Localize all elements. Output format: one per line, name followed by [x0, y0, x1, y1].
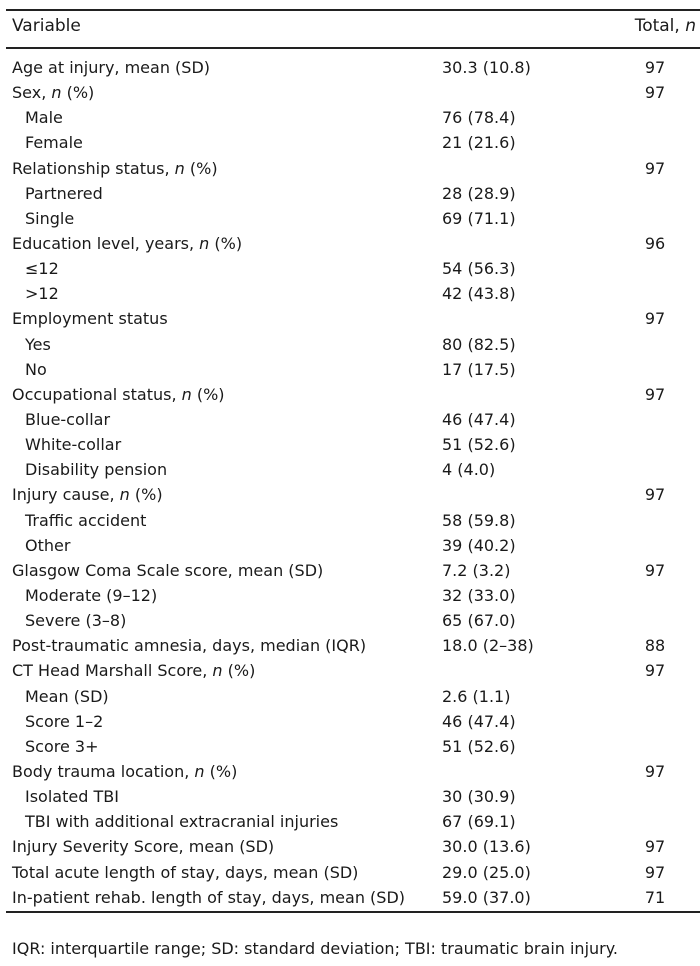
row-label: Other: [25, 535, 71, 555]
row-value: 67 (69.1): [442, 812, 516, 832]
table-row: [0, 281, 700, 306]
table-footnote: IQR: interquartile range; SD: standard deviation; TBI: traumatic brain injury.: [12, 939, 619, 958]
row-value: 29.0 (25.0): [442, 862, 531, 882]
row-label: Mean (SD): [25, 686, 109, 706]
row-label: Total acute length of stay, days, mean (SD): [12, 862, 359, 882]
row-label: Blue-collar: [25, 409, 111, 429]
row-total: 97: [644, 158, 666, 178]
row-total: 71: [644, 887, 666, 907]
row-label: Glasgow Coma Scale score, mean (SD): [12, 560, 324, 580]
table-row: [0, 432, 700, 457]
row-value: 18.0 (2–38): [442, 636, 534, 656]
row-label: Age at injury, mean (SD): [12, 58, 211, 77]
row-label: In-patient rehab. length of stay, days, mean (SD): [12, 887, 406, 907]
row-label: >12: [25, 284, 59, 304]
table-header: [0, 12, 700, 46]
row-total: 97: [644, 485, 666, 505]
table-row: [0, 734, 700, 759]
table-row: [0, 105, 700, 130]
row-total: 97: [644, 58, 666, 77]
table-row: [0, 382, 700, 407]
table-row: [0, 407, 700, 432]
table-row: [0, 206, 700, 231]
table-row: [0, 80, 700, 105]
top-rule: [6, 9, 700, 11]
row-value: 51 (52.6): [442, 736, 516, 756]
row-value: 39 (40.2): [442, 535, 516, 555]
row-total: 97: [644, 83, 666, 103]
row-value: 76 (78.4): [442, 108, 516, 128]
row-label: Isolated TBI: [25, 787, 119, 807]
row-value: 69 (71.1): [442, 208, 516, 228]
row-value: 28 (28.9): [442, 183, 516, 203]
table-row: [0, 457, 700, 482]
row-label: CT Head Marshall Score, n (%): [12, 661, 256, 681]
table-row: [0, 181, 700, 206]
table-row: [0, 256, 700, 281]
row-value: 30.0 (13.6): [442, 837, 531, 857]
row-total: 88: [644, 636, 666, 656]
row-label: Score 1–2: [25, 711, 104, 731]
table-row: [0, 558, 700, 583]
row-label: No: [25, 359, 47, 379]
table-row: [0, 784, 700, 809]
header-variable: Variable: [12, 16, 81, 36]
row-value: 51 (52.6): [442, 435, 516, 455]
row-label: Score 3+: [25, 736, 99, 756]
row-value: 58 (59.8): [442, 510, 516, 530]
row-label: Injury cause, n (%): [12, 485, 163, 505]
table-row: [0, 332, 700, 357]
row-label: Traffic accident: [25, 510, 147, 530]
table-row: [0, 55, 700, 80]
table-row: [0, 156, 700, 181]
row-value: 54 (56.3): [442, 259, 516, 279]
table-row: [0, 658, 700, 683]
row-label: ≤12: [25, 259, 59, 279]
row-value: 42 (43.8): [442, 284, 516, 304]
table-row: [0, 709, 700, 734]
table-row: [0, 759, 700, 784]
row-label: Yes: [25, 334, 51, 354]
row-label: Occupational status, n (%): [12, 384, 225, 404]
row-label: Male: [25, 108, 63, 128]
header-rule: [6, 47, 700, 49]
row-total: 97: [644, 661, 666, 681]
table-row: [0, 608, 700, 633]
row-label: Severe (3–8): [25, 611, 127, 631]
table-row: [0, 684, 700, 709]
row-label: TBI with additional extracranial injuries: [25, 812, 339, 832]
row-label: Post-traumatic amnesia, days, median (IQR): [12, 636, 367, 656]
row-label: Employment status: [12, 309, 168, 329]
row-label: Disability pension: [25, 460, 168, 480]
row-total: 97: [644, 761, 666, 781]
row-label: Female: [25, 133, 83, 153]
row-total: 97: [644, 384, 666, 404]
table-row: [0, 834, 700, 859]
table-row: [0, 357, 700, 382]
table-row: [0, 633, 700, 658]
row-value: 46 (47.4): [442, 409, 516, 429]
table-row: [0, 885, 700, 910]
row-value: 32 (33.0): [442, 585, 516, 605]
row-total: 97: [644, 309, 666, 329]
row-value: 21 (21.6): [442, 133, 516, 153]
header-total: Total, n: [634, 16, 696, 36]
row-label: Partnered: [25, 183, 103, 203]
row-value: 46 (47.4): [442, 711, 516, 731]
row-label: Body trauma location, n (%): [12, 761, 238, 781]
table-row: [0, 860, 700, 885]
row-value: 30.3 (10.8): [442, 58, 531, 77]
row-label: Injury Severity Score, mean (SD): [12, 837, 275, 857]
row-label: Moderate (9–12): [25, 585, 158, 605]
row-value: 2.6 (1.1): [442, 686, 511, 706]
row-label: White-collar: [25, 435, 122, 455]
row-value: 7.2 (3.2): [442, 560, 511, 580]
row-total: 97: [644, 862, 666, 882]
row-label: Education level, years, n (%): [12, 233, 243, 253]
bottom-rule: [6, 911, 700, 913]
table-row: [0, 306, 700, 331]
row-label: Relationship status, n (%): [12, 158, 218, 178]
table-row: [0, 508, 700, 533]
row-value: 4 (4.0): [442, 460, 496, 480]
row-total: 97: [644, 837, 666, 857]
row-value: 80 (82.5): [442, 334, 516, 354]
row-value: 65 (67.0): [442, 611, 516, 631]
row-total: 96: [644, 233, 666, 253]
table-row: [0, 583, 700, 608]
table-row: [0, 231, 700, 256]
row-label: Sex, n (%): [12, 83, 95, 103]
table-row: [0, 809, 700, 834]
table-row: [0, 533, 700, 558]
row-total: 97: [644, 560, 666, 580]
table-row: [0, 130, 700, 155]
table-row: [0, 482, 700, 507]
table-body: [0, 55, 700, 910]
row-value: 30 (30.9): [442, 787, 516, 807]
row-value: 17 (17.5): [442, 359, 516, 379]
row-label: Single: [25, 208, 75, 228]
row-value: 59.0 (37.0): [442, 887, 531, 907]
